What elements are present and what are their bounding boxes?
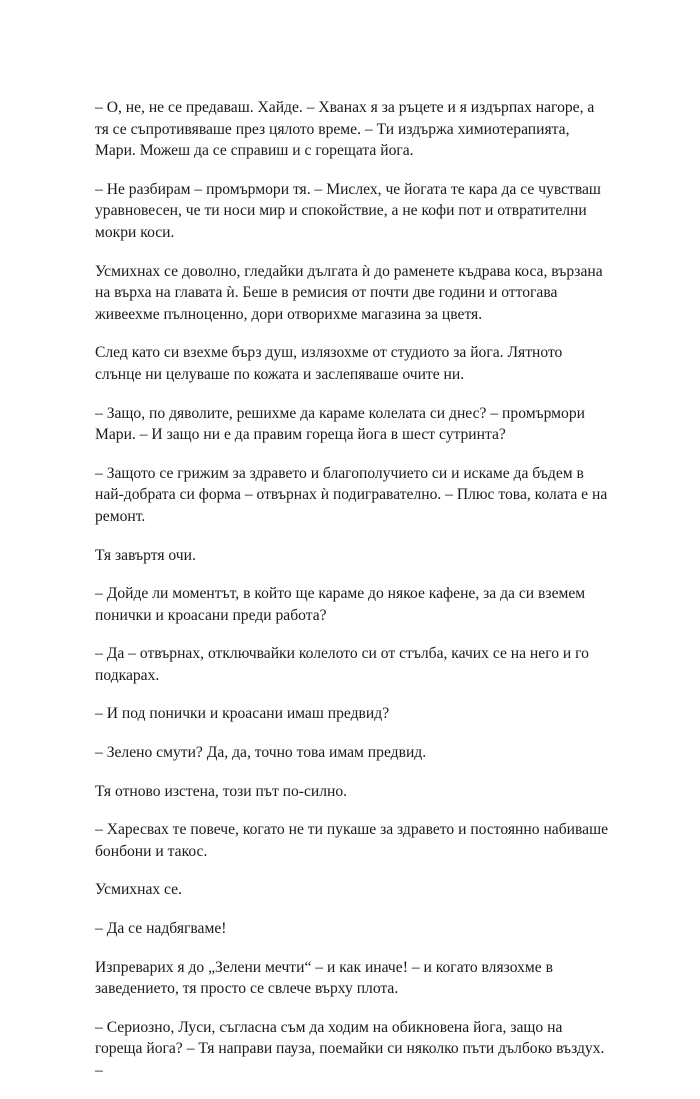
paragraph: – Да – отвърнах, отключвайки колелото си от стълба, качих се на него и го подкарах. [95, 645, 589, 684]
paragraph: – И под понички и кроасани имаш предвид? [95, 705, 390, 723]
paragraph: Тя завъртя очи. [95, 546, 196, 564]
paragraph: – Защо, по дяволите, решихме да караме колелата си днес? – промърмори Мари. – И защо ни е да правим гореща йога в шест сутринта? [95, 404, 585, 444]
paragraph: – Дойде ли моментът, в който ще караме до някое кафене, за да си вземем понички и кроасани преди работа? [95, 585, 586, 624]
paragraph: – Да се надбягваме! [95, 920, 227, 938]
paragraph: Усмихнах се доволно, гледайки дългата ѝ до раменете къдрава коса, вързана на върха на главата ѝ. Беше в ремисия от почти две години и оттогава живеехме пълноценно, дори отворихме магазина за цветя. [95, 262, 603, 323]
paragraph: Тя отново изстена, този път по-силно. [95, 782, 348, 800]
paragraph: След като си взехме бърз душ, излязохме от студиото за йога. Лятното слънце ни целуваше по кожата и заслепяваше очите ни. [95, 344, 563, 383]
paragraph: – Зелено смути? Да, да, точно това имам предвид. [95, 744, 427, 762]
paragraph: – Не разбирам – промърмори тя. – Мислех, че йогата те кара да се чувстваш уравновесен, че ти носи мир и спокойствие, а не кофи пот и отвратителни мокри коси. [95, 180, 601, 241]
paragraph: Усмихнах се. [95, 881, 182, 899]
paragraph: – Защото се грижим за здравето и благополучието си и искаме да бъдем в най-добрата си форма – отвърнах ѝ подигравателно. – Плюс това, колата е на ремонт. [95, 464, 608, 525]
paragraph: – О, не, не се предаваш. Хайде. – Хванах я за ръцете и я издърпах нагоре, а тя се съпротивяваше през цялото време. – Ти издържа химиотерапията, Мари. Можеш да се справиш и с горещата йога. [95, 99, 595, 160]
paragraph: Изпреварих я до „Зелени мечти“ – и как иначе! – и когато влязохме в заведението, тя просто се свлече върху плота. [95, 958, 553, 998]
body-text [95, 97, 610, 1099]
paragraph: – Харесвах те повече, когато не ти пукаше за здравето и постоянно набиваше бонбони и такос. [95, 821, 608, 860]
paragraph: – Сериозно, Луси, съгласна съм да ходим на обикновена йога, защо на гореща йога? – Тя направи пауза, поемайки си няколко пъти дълбоко въздух. – [95, 1018, 605, 1079]
